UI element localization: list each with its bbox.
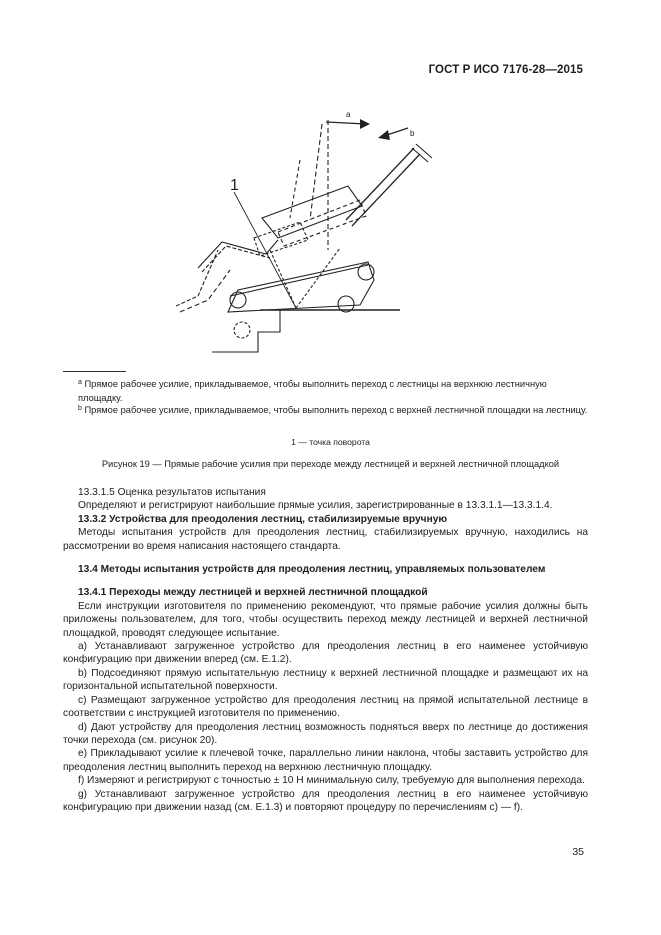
footnote-b-text: Прямое рабочее усилие, прикладываемое, чтобы выполнить переход с верхней лестничной площадки на лестницу. — [84, 405, 588, 415]
figure-label-b: b — [410, 129, 415, 138]
stair-climber-figure — [150, 100, 450, 360]
footnote-b-mark: b — [78, 405, 82, 412]
footnote-a-mark: a — [78, 379, 82, 386]
section-13-4-1-intro: Если инструкции изготовителя по применению рекомендуют, что прямые рабочие усилия должны быть приложены пользователем, для того, чтобы осуществить переход между лестницей и верхней лестничной площадкой, проводят следующее испытание. — [63, 600, 588, 639]
section-13-3-2-title: 13.3.2 Устройства для преодоления лестниц, стабилизируемые вручную — [78, 513, 448, 525]
footnote-b — [63, 402, 588, 418]
footnote-divider — [63, 371, 126, 372]
arrow-a-icon — [360, 119, 370, 129]
figure-label-a: a — [346, 110, 351, 119]
list-item-g: g) Устанавливают загруженное устройство для преодоления лестниц в его наименее устойчивую конфигурацию при движении назад (см. Е.1.3) и повторяют процедуру по перечислениям с) — f). — [63, 788, 588, 813]
list-item-a: a) Устанавливают загруженное устройство для преодоления лестниц в его наименее устойчивую конфигурацию при движении вперед (см. Е.1.2). — [63, 641, 588, 666]
main-text — [63, 486, 588, 814]
list-item-b: b) Подсоединяют прямую испытательную лестницу к верхней лестничной площадке и размещают их на горизонтальной испытательной поверхности. — [63, 667, 588, 693]
footnote-a — [63, 376, 588, 405]
figure-label-1: 1 — [230, 177, 239, 194]
list-item-f: f) Измеряют и регистрируют с точностью ± 10 Н минимальную силу, требуемую для выполнения перехода. — [78, 775, 585, 787]
section-13-4-title: 13.4 Методы испытания устройств для преодоления лестниц, управляемых пользователем — [78, 564, 546, 576]
section-13-4-1-title: 13.4.1 Переходы между лестницей и верхней лестничной площадкой — [78, 587, 428, 599]
figure-legend: 1 — точка поворота — [291, 437, 370, 447]
standard-code-header: ГОСТ Р ИСО 7176-28—2015 — [428, 64, 583, 76]
arrow-b-icon — [378, 130, 390, 140]
section-13-3-1-5-text: Определяют и регистрируют наибольшие прямые усилия, зарегистрированные в 13.3.1.1—13.3.1.4. — [78, 500, 553, 512]
section-13-3-2-text: Методы испытания устройств для преодоления лестниц, стабилизируемых вручную, находились на рассмотрении во время написания настоящего стандарта. — [63, 527, 588, 552]
section-13-3-1-5-title: 13.3.1.5 Оценка результатов испытания — [78, 487, 266, 498]
list-item-e: e) Прикладывают усилие к плечевой точке, параллельно линии наклона, чтобы заставить устройство для преодоления лестниц выполнить переход на верхнюю лестничную площадку. — [63, 748, 588, 773]
figure-caption: Рисунок 19 — Прямые рабочие усилия при переходе между лестницей и верхней лестничной площадкой — [101, 459, 560, 469]
footnote-a-text: Прямое рабочее усилие, прикладываемое, чтобы выполнить переход с лестницы на верхнюю лестничную площадку. — [78, 379, 547, 403]
list-item-c: c) Размещают загруженное устройство для преодоления лестниц на прямой испытательной лестнице в соответствии с инструкцией изготовителя по применению. — [63, 694, 588, 720]
stairs-outline — [212, 310, 400, 352]
track-outline — [228, 262, 374, 312]
list-item-d: d) Дают устройству для преодоления лестниц возможность подняться вверх по лестнице до достижения точки перехода (см. рисунок 20). — [63, 721, 588, 746]
page-number: 35 — [572, 846, 584, 858]
